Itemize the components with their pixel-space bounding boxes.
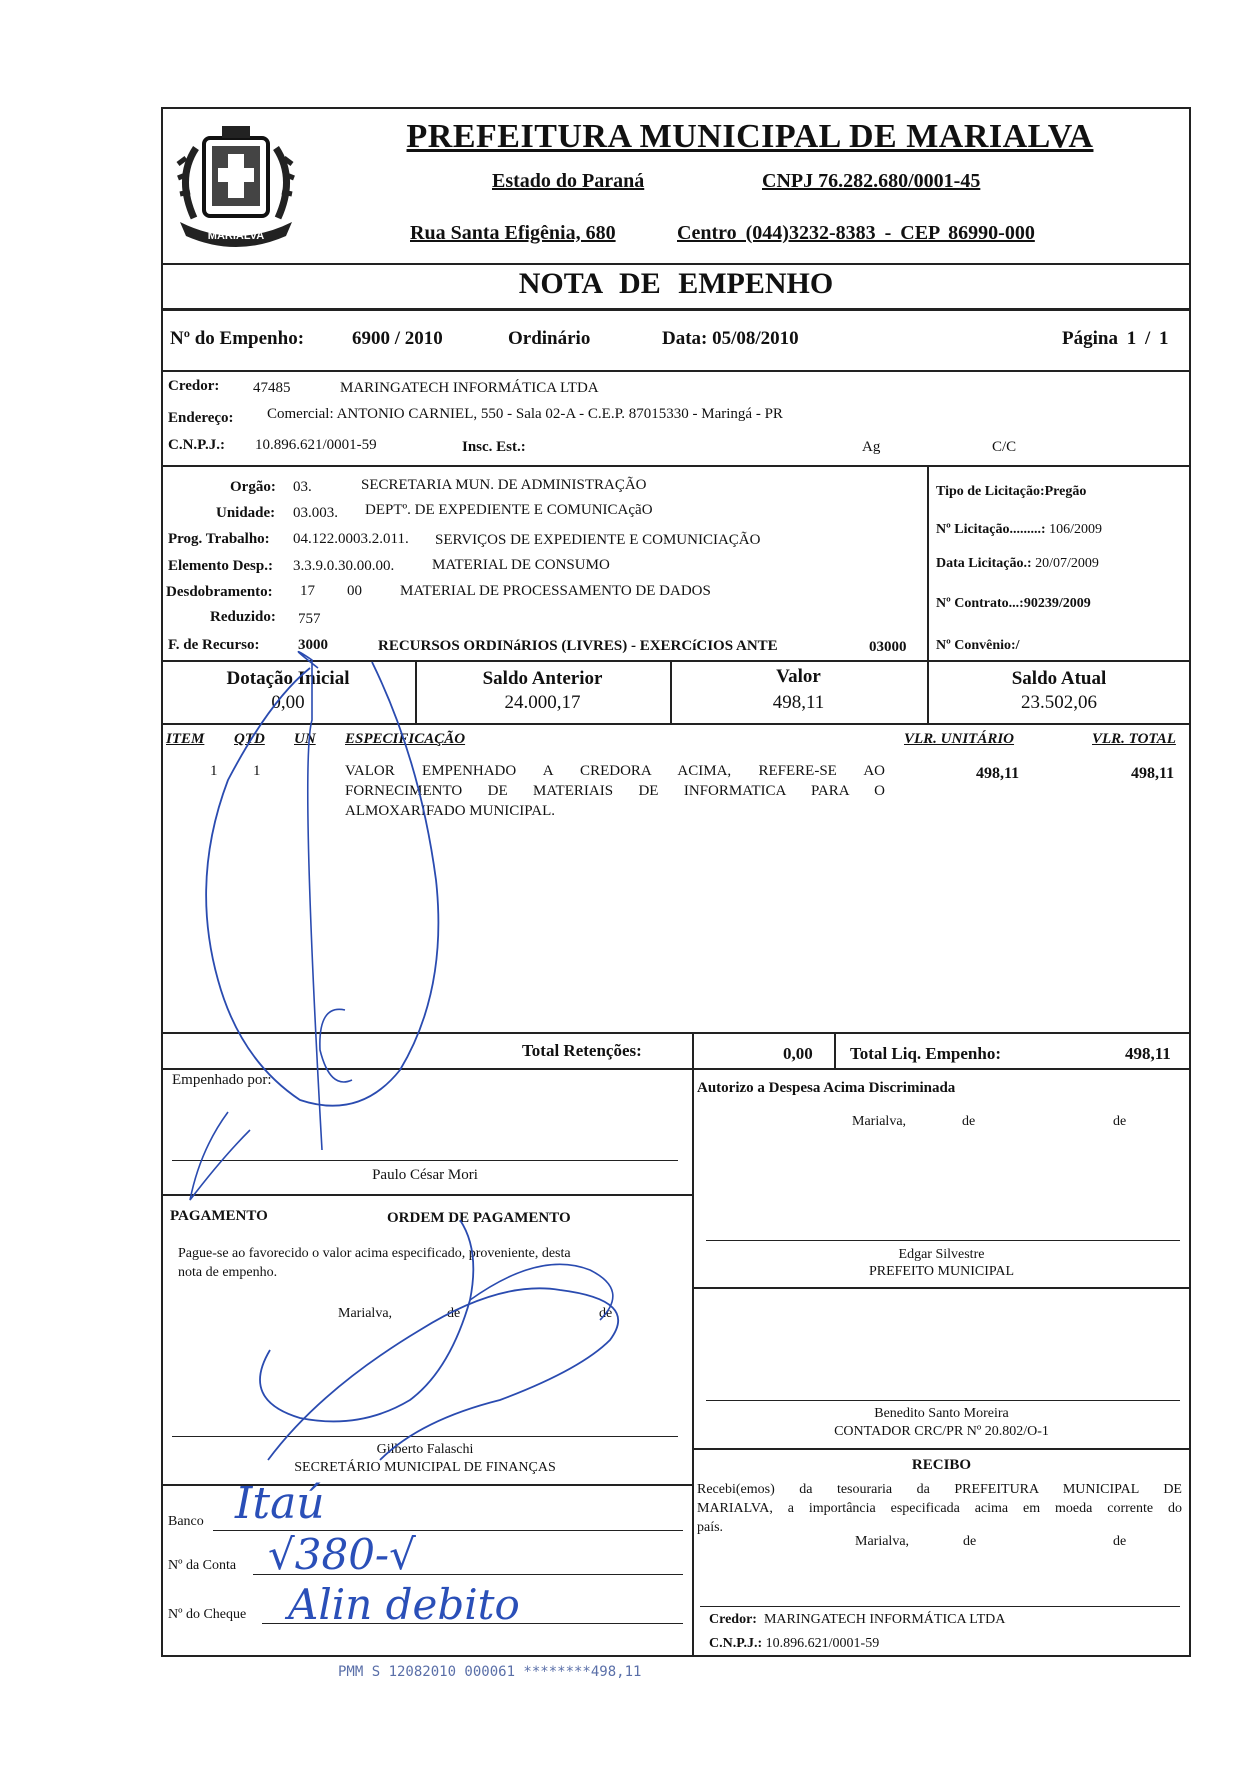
left-de-1: de xyxy=(447,1306,461,1321)
col-vlr-unitario: VLR. UNITÁRIO xyxy=(904,731,1015,747)
empenhado-label: Empenhado por: xyxy=(172,1072,272,1088)
street-label: Rua Santa Efigênia, 680 xyxy=(410,222,616,244)
secretario-title: SECRETÁRIO MUNICIPAL DE FINANÇAS xyxy=(294,1460,556,1475)
desdobramento-label: Desdobramento: xyxy=(166,584,273,600)
licitacao-data-label: Data Licitação.: xyxy=(936,556,1032,571)
contador-name: Benedito Santo Moreira xyxy=(874,1406,1009,1421)
credor-label: Credor: xyxy=(168,378,220,394)
recurso-code: 3000 xyxy=(298,637,328,653)
banco-handwriting: Itaú xyxy=(235,1478,325,1529)
saldo-atual-label: Saldo Atual xyxy=(1011,668,1107,689)
orgao-label: Orgão: xyxy=(230,479,276,495)
total-liq-value: 498,11 xyxy=(1125,1044,1171,1063)
prefeito-name: Edgar Silvestre xyxy=(898,1247,985,1262)
address-label-credor: Endereço: xyxy=(168,410,234,426)
valor-value: 498,11 xyxy=(772,692,825,713)
item-unit-value: 498,11 xyxy=(976,765,1020,782)
saldo-anterior-value: 24.000,17 xyxy=(504,692,581,713)
conta-handwriting: √380-√ xyxy=(268,1530,416,1579)
insc-est-label: Insc. Est.: xyxy=(462,439,526,455)
prog-code: 04.122.0003.2.011. xyxy=(293,531,409,547)
recibo-text-2: MARIALVA, a importância especificada acima em moeda corrente do xyxy=(697,1501,1182,1516)
contrato-label: Nº Contrato...:90239/2009 xyxy=(936,596,1091,611)
item-number: 1 xyxy=(210,763,218,779)
retencoes-value: 0,00 xyxy=(783,1044,813,1063)
elemento-code: 3.3.9.0.30.00.00. xyxy=(293,558,395,574)
page-number: Página 1 / 1 xyxy=(1062,328,1169,349)
empenhado-name: Paulo César Mori xyxy=(372,1167,478,1183)
right-marialva: Marialva, xyxy=(852,1114,907,1129)
item-desc-line2: FORNECIMENTO DE MATERIAIS DE INFORMATICA PARA O xyxy=(345,783,885,799)
col-qtd: QTD xyxy=(234,731,265,747)
empenho-num-label: Nº do Empenho: xyxy=(170,328,305,349)
left-marialva: Marialva, xyxy=(338,1306,393,1321)
address-label: Centro (044)3232-8383 - CEP 86990-000 xyxy=(677,222,1035,244)
pagamento-label: PAGAMENTO xyxy=(170,1208,268,1224)
prog-label: Prog. Trabalho: xyxy=(168,531,270,547)
empenho-num: 6900 / 2010 xyxy=(352,328,443,349)
item-desc-line3: ALMOXARIFADO MUNICIPAL. xyxy=(345,803,556,819)
saldo-anterior-label: Saldo Anterior xyxy=(482,668,603,689)
cc-label: C/C xyxy=(992,439,1017,455)
recibo-credor-name: MARINGATECH INFORMÁTICA LTDA xyxy=(763,1612,1006,1627)
recibo-de-1: de xyxy=(963,1534,977,1549)
recibo-cnpj-value: 10.896.621/0001-59 xyxy=(765,1636,880,1651)
desdobramento-code2: 00 xyxy=(347,583,362,599)
elemento-label: Elemento Desp.: xyxy=(168,558,273,574)
recibo-text-1: Recebi(emos) da tesouraria da PREFEITURA MUNICIPAL DE xyxy=(697,1482,1182,1497)
col-item: ITEM xyxy=(166,731,205,747)
recurso-code2: 03000 xyxy=(869,639,907,655)
pague-text-2: nota de empenho. xyxy=(178,1265,278,1280)
banco-label: Banco xyxy=(168,1514,204,1529)
item-total-value: 498,11 xyxy=(1131,765,1175,782)
licitacao-tipo: Tipo de Licitação:Pregão xyxy=(936,484,1087,499)
svg-text:MARIALVA: MARIALVA xyxy=(207,230,265,242)
recibo-de-2: de xyxy=(1113,1534,1127,1549)
autorizo-label: Autorizo a Despesa Acima Discriminada xyxy=(697,1080,956,1096)
saldo-atual-value: 23.502,06 xyxy=(1021,692,1097,713)
prog-name: SERVIÇOS DE EXPEDIENTE E COMUNICIAÇÃO xyxy=(435,532,761,548)
credor-cnpj-label: C.N.P.J.: xyxy=(168,437,225,453)
contador-title: CONTADOR CRC/PR Nº 20.802/O-1 xyxy=(834,1424,1049,1439)
reduzido-label: Reduzido: xyxy=(210,609,276,625)
desdobramento-name: MATERIAL DE PROCESSAMENTO DE DADOS xyxy=(400,583,711,599)
right-de-1: de xyxy=(962,1114,976,1129)
desdobramento-code: 17 xyxy=(300,583,315,599)
cheque-label: Nº do Cheque xyxy=(168,1607,247,1622)
col-un: UN xyxy=(294,731,316,747)
recibo-text-3: país. xyxy=(697,1520,724,1535)
ordem-pagamento-label: ORDEM DE PAGAMENTO xyxy=(387,1210,571,1226)
retencoes-label: Total Retenções: xyxy=(522,1041,642,1060)
valor-label: Valor xyxy=(776,666,821,687)
unidade-name: DEPTº. DE EXPEDIENTE E COMUNICAçãO xyxy=(365,502,653,518)
convenio-label: Nº Convênio:/ xyxy=(936,638,1020,653)
page-title: PREFEITURA MUNICIPAL DE MARIALVA xyxy=(406,118,1094,155)
item-qtd: 1 xyxy=(253,763,261,779)
conta-label: Nº da Conta xyxy=(168,1558,237,1573)
empenho-type: Ordinário xyxy=(508,328,591,349)
empenho-date: Data: 05/08/2010 xyxy=(662,328,799,349)
unidade-code: 03.003. xyxy=(293,505,338,521)
right-de-2: de xyxy=(1113,1114,1127,1129)
col-especificacao: ESPECIFICAÇÃO xyxy=(345,731,466,747)
cheque-handwriting: Alin debito xyxy=(288,1580,520,1629)
licitacao-num-label: Nº Licitação.........: xyxy=(936,522,1046,537)
orgao-code: 03. xyxy=(293,479,312,495)
credor-code: 47485 xyxy=(253,380,291,396)
unidade-label: Unidade: xyxy=(216,505,276,521)
credor-cnpj: 10.896.621/0001-59 xyxy=(255,437,377,453)
cnpj-label: CNPJ 76.282.680/0001-45 xyxy=(762,170,981,192)
total-liq-label: Total Liq. Empenho: xyxy=(850,1044,1001,1063)
secretario-name: Gilberto Falaschi xyxy=(376,1442,474,1457)
credor-name: MARINGATECH INFORMÁTICA LTDA xyxy=(340,380,599,396)
dotacao-value: 0,00 xyxy=(271,692,305,713)
footer-stamp: PMM S 12082010 000061 ********498,11 xyxy=(338,1664,642,1680)
state-label: Estado do Paraná xyxy=(492,170,645,192)
prefeito-title: PREFEITO MUNICIPAL xyxy=(868,1264,1015,1279)
doc-title: NOTA DE EMPENHO xyxy=(518,267,834,300)
recibo-credor-label: Credor: xyxy=(709,1612,757,1627)
recibo-cnpj-label: C.N.P.J.: xyxy=(709,1636,763,1651)
dotacao-label: Dotação Inicial xyxy=(226,668,350,689)
recurso-label: F. de Recurso: xyxy=(168,637,260,653)
orgao-name: SECRETARIA MUN. DE ADMINISTRAÇÃO xyxy=(361,477,647,493)
recibo-title: RECIBO xyxy=(911,1457,972,1473)
recibo-marialva: Marialva, xyxy=(855,1534,910,1549)
recurso-name: RECURSOS ORDINáRIOS (LIVRES) - EXERCíCIOS ANTE xyxy=(378,638,778,654)
col-vlr-total: VLR. TOTAL xyxy=(1092,731,1176,747)
licitacao-num-value: 106/2009 xyxy=(1049,522,1102,537)
pague-text-1: Pague-se ao favorecido o valor acima especificado, proveniente, desta xyxy=(178,1246,571,1261)
reduzido-value: 757 xyxy=(298,611,321,627)
credor-address: Comercial: ANTONIO CARNIEL, 550 - Sala 02-A - C.E.P. 87015330 - Maringá - PR xyxy=(267,406,783,422)
ag-label: Ag xyxy=(862,439,881,455)
item-desc-line1: VALOR EMPENHADO A CREDORA ACIMA, REFERE-SE AO xyxy=(345,763,885,779)
licitacao-data-value: 20/07/2009 xyxy=(1035,556,1099,571)
elemento-name: MATERIAL DE CONSUMO xyxy=(432,557,610,573)
left-de-2: de xyxy=(599,1306,613,1321)
